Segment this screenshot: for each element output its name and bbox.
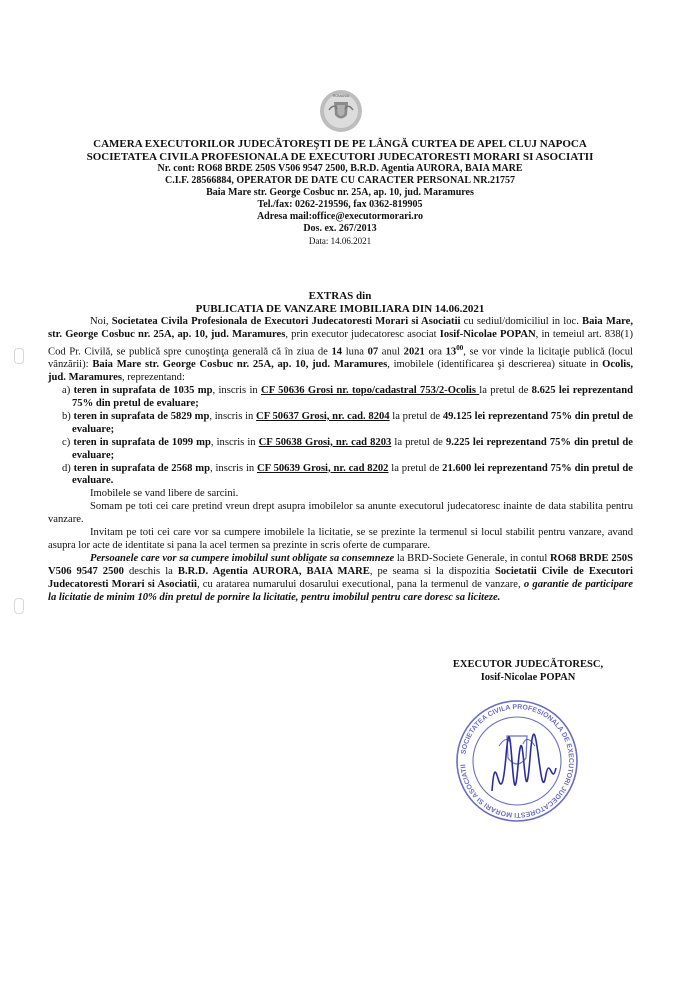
intro-paragraph: Noi, Societatea Civila Profesionala de Executori Judecatoresti Morari si Asociatii cu sediul/domiciliul in loc. Baia Mare, str. George Cosbuc nr. 25A, ap. 10, jud. Maramures, prin executor judecatoresc asociat Iosif-Nicolae POPAN, in temeiul art. 838(1) Cod Pr. Civilă, se publică spre cunoştinţa generală că în ziua de 14 luna 07 anul 2021 ora $13^{00}$, se vor vinde la licitaţie publică (locul vânzării): Baia Mare str. George Cosbuc nr. 25A, ap. 10, jud. Maramures, imobilele (identificarea şi descrierea) situate in Ocolis, jud. Maramures, reprezentand:	[48, 316, 634, 384]
scan-mark	[14, 348, 24, 364]
official-stamp	[452, 696, 582, 846]
title-publication: PUBLICATIA DE VANZARE IMOBILIARA DIN 14.06.2021	[195, 303, 485, 315]
header-email: Adresa mail:office@executormorari.ro	[256, 211, 424, 222]
signature-role: EXECUTOR JUDECĂTORESC,	[452, 659, 604, 670]
document-title	[60, 290, 620, 316]
document-body	[48, 316, 633, 604]
header-cif: C.I.F. 28566884, OPERATOR DE DATE CU CARACTER PERSONAL NR.21757	[165, 175, 515, 186]
header-chamber: CAMERA EXECUTORILOR JUDECĂTOREŞTI DE PE LÂNGĂ CURTEA DE APEL CLUJ NAPOCA	[93, 138, 587, 150]
signature-block	[418, 658, 638, 684]
header-phone: Tel./fax: 0262-219596, fax 0362-819905	[257, 199, 423, 210]
stamp-ring-text: SOCIETATEA CIVILA PROFESIONALA DE EXECUTORI JUDECATORESTI MORARI SI ASOCIATII	[460, 703, 575, 819]
list-item: b) teren in suprafata de 5829 mp, inscris in CF 50637 Grosi, nr. cad. 8204 la pretul de 49.125 lei reprezentand 75% din pretul de evaluare;	[62, 410, 634, 435]
title-extract: EXTRAS din	[308, 290, 372, 302]
header-account: Nr. cont: RO68 BRDE 250S V506 9547 2500, B.R.D. Agentia AURORA, BAIA MARE	[157, 163, 523, 174]
header-address: Baia Mare str. George Cosbuc nr. 25A, ap. 10, jud. Maramures	[206, 187, 474, 198]
header-company: SOCIETATEA CIVILA PROFESIONALA DE EXECUTORI JUDECATORESTI MORARI SI ASOCIATII	[86, 150, 594, 163]
free-of-charges-paragraph: Imobilele se vand libere de sarcini.	[90, 488, 239, 500]
invitation-paragraph: Invitam pe toti cei care vor sa cumpere imobilele la licitatie, se se prezinte la termenul si locul stabilit pentru vanzare, avand asupra lor acte de identitate si pana la acel termen sa prezinte in scris oferte de cumparare.	[48, 527, 633, 551]
guarantee-paragraph: Persoanele care vor sa cumpere imobilul sunt obligate sa consemneze la BRD-Societe Generale, in contul RO68 BRDE 250S V506 9547 2500 deschis la B.R.D. Agentia AURORA, BAIA MARE, pe seama si la dispozitia Societatii Civile de Executori Judecatoresti Morari si Asociatii, cu aratarea numarului dosarului executional, pana la termenul de vanzare, o garantie de participare la licitatie de minim 10% din pretul de pornire la licitatie, pentru imobilul pentru care doresc sa liciteze.	[48, 552, 634, 603]
header-date: Data: 14.06.2021	[308, 236, 372, 246]
list-item: d) teren in suprafata de 2568 mp, inscris in CF 50639 Grosi, nr. cad 8202 la pretul de 21.600 lei reprezentand 75% din pretul de evaluare.	[62, 462, 633, 487]
header-file-number: Dos. ex. 267/2013	[303, 223, 377, 234]
rights-paragraph: Somam pe toti cei care pretind vreun drept asupra imobilelor sa anunte executorul judecatoresc inainte de data stabilita pentru vanzare.	[48, 501, 633, 526]
list-item: a) teren in suprafata de 1035 mp, inscris in CF 50636 Grosi nr. topo/cadastral 753/2-Ocolis la pretul de 8.625 lei reprezentand 75% din pretul de evaluare;	[62, 385, 633, 409]
scan-mark	[14, 598, 24, 614]
crest-label: ROMANIA	[332, 94, 350, 98]
list-item: c) teren in suprafata de 1099 mp, inscris in CF 50638 Grosi, nr. cad 8203 la pretul de 9.225 lei reprezentand 75% din pretul de evaluare;	[62, 436, 634, 461]
signature-name: Iosif-Nicolae POPAN	[480, 672, 576, 683]
svg-text:SOCIETATEA CIVILA PROFESIONALA	[460, 704, 574, 818]
romania-crest-icon	[318, 88, 364, 134]
document-header	[60, 138, 620, 247]
